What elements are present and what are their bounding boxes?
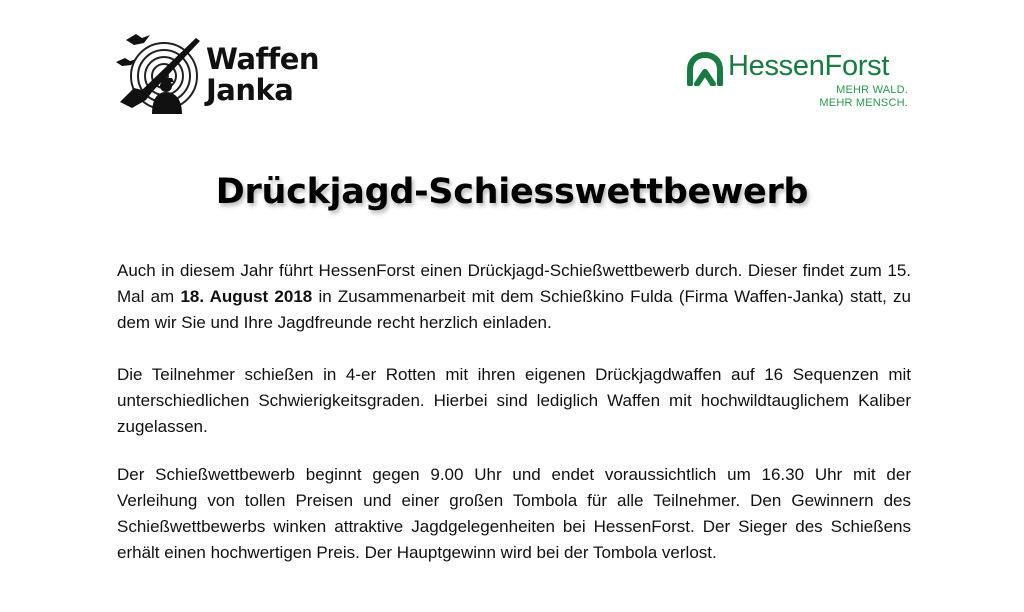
waffen-janka-line2: Janka [206,73,294,107]
hessenforst-slogan [819,84,908,110]
hessenforst-wordmark: HessenForst [728,50,890,82]
paragraph-intro-after: in Zusammenarbeit mit dem Schießkino Fulda (Firma Waffen-Janka) statt, zu dem wir Sie und Ihre Jagdfreunde recht herzlich einladen. [117,287,911,332]
paragraph-intro-before: Auch in diesem Jahr führt HessenForst einen Drückjagd-Schießwettbewerb durch. Dieser findet zum 15. Mal am [117,261,911,306]
hessenforst-arch-icon [686,52,724,86]
paragraph-schedule: Der Schießwettbewerb beginnt gegen 9.00 Uhr und endet voraussichtlich um 16.30 Uhr mit der Verleihung von tollen Preisen und einer großen Tombola für alle Teilnehmer. Den Gewinnern des Schießwettbewerbs winken attraktive Jagdgelegenheiten bei HessenForst. Der Sieger des Schießens erhält einen hochwertigen Preis. Der Hauptgewinn wird bei der Tombola verlost. [117,465,911,562]
event-date: 18. August 2018 [180,287,313,306]
waffen-janka-wordmark [206,44,319,106]
page-title: Drückjagd-Schiesswettbewerb [215,172,809,212]
waffen-janka-logo [112,28,342,114]
paragraph-intro [117,258,911,336]
hessenforst-logo [686,50,916,120]
hessenforst-slogan-line2: MEHR MENSCH. [819,97,908,109]
paragraph-rules: Die Teilnehmer schießen in 4-er Rotten mit ihren eigenen Drückjagdwaffen auf 16 Sequenzen mit unterschiedlichen Schwierigkeitsgraden. Hierbei sind lediglich Waffen mit hochwildtauglichem Kaliber zugelassen. [117,365,911,436]
hessenforst-slogan-line1: MEHR WALD. [836,84,908,96]
waffen-janka-line1: Waffen [206,42,320,76]
hunter-target-emblem-icon [112,28,202,114]
